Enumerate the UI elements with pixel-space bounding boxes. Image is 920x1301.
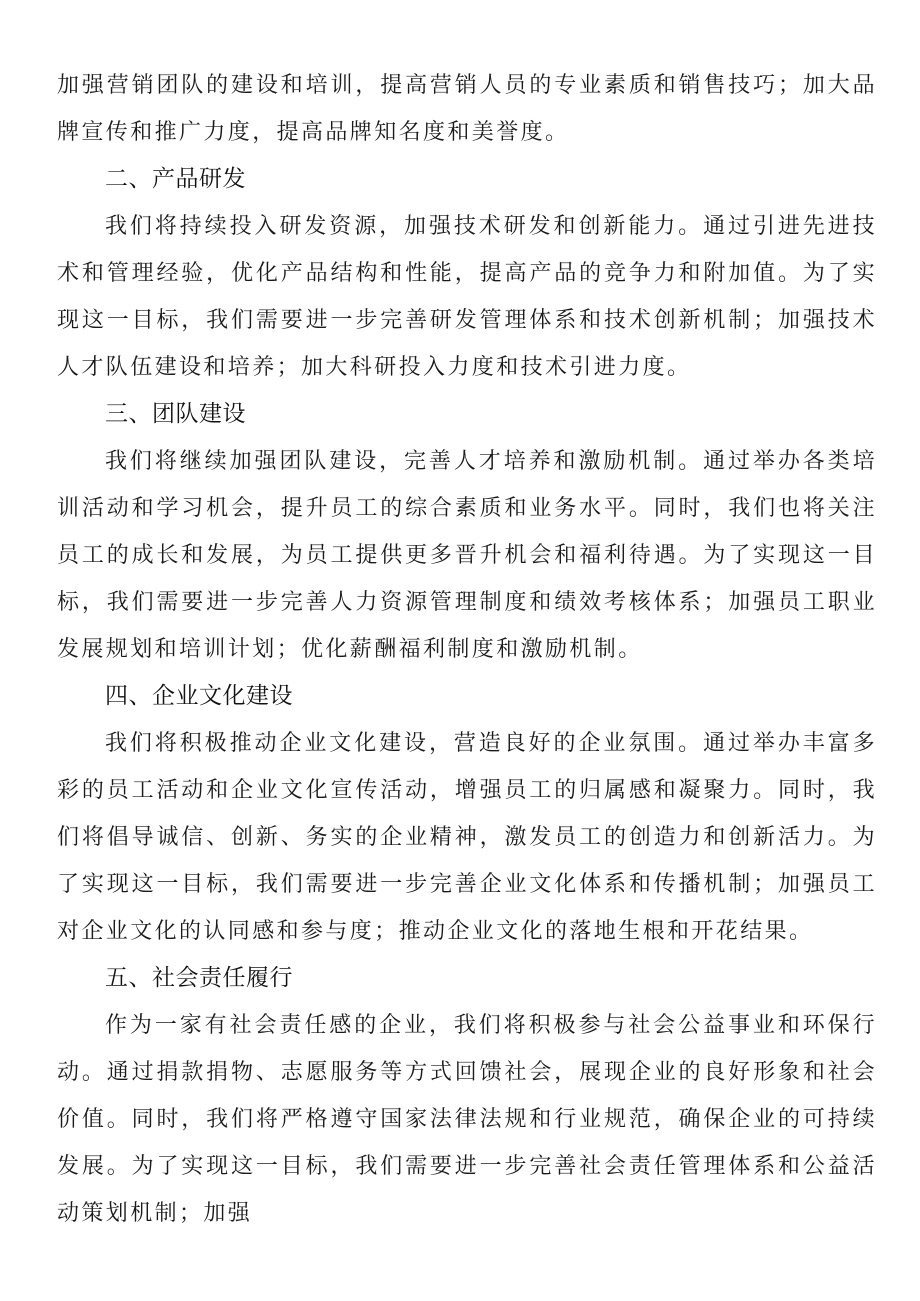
document-content [57,62,877,1237]
intro-continuation-paragraph: 加强营销团队的建设和培训，提高营销人员的专业素质和销售技巧；加大品牌宣传和推广力度，提高品牌知名度和美誉度。 [57,73,877,145]
section-body-product-rd: 我们将持续投入研发资源，加强技术研发和创新能力。通过引进先进技术和管理经验，优化产品结构和性能，提高产品的竞争力和附加值。为了实现这一目标，我们需要进一步完善研发管理体系和技术创新机制；加强技术人才队伍建设和培养；加大科研投入力度和技术引进力度。 [57,214,877,380]
section-body-social-responsibility: 作为一家有社会责任感的企业，我们将积极参与社会公益事业和环保行动。通过捐款捐物、志愿服务等方式回馈社会，展现企业的良好形象和社会价值。同时，我们将严格遵守国家法律法规和行业规范，确保企业的可持续发展。为了实现这一目标，我们需要进一步完善社会责任管理体系和公益活动策划机制；加强 [57,1013,877,1226]
section-heading-social-responsibility: 五、社会责任履行 [105,965,293,991]
section-heading-product-rd: 二、产品研发 [105,166,246,192]
section-heading-team-building: 三、团队建设 [105,401,246,427]
section-heading-corporate-culture: 四、企业文化建设 [105,683,293,709]
section-body-team-building: 我们将继续加强团队建设，完善人才培养和激励机制。通过举办各类培训活动和学习机会，提升员工的综合素质和业务水平。同时，我们也将关注员工的成长和发展，为员工提供更多晋升机会和福利待遇。为了实现这一目标，我们需要进一步完善人力资源管理制度和绩效考核体系；加强员工职业发展规划和培训计划；优化薪酬福利制度和激励机制。 [57,449,877,662]
section-body-corporate-culture: 我们将积极推动企业文化建设，营造良好的企业氛围。通过举办丰富多彩的员工活动和企业文化宣传活动，增强员工的归属感和凝聚力。同时，我们将倡导诚信、创新、务实的企业精神，激发员工的创造力和创新活力。为了实现这一目标，我们需要进一步完善企业文化体系和传播机制；加强员工对企业文化的认同感和参与度；推动企业文化的落地生根和开花结果。 [57,731,877,944]
